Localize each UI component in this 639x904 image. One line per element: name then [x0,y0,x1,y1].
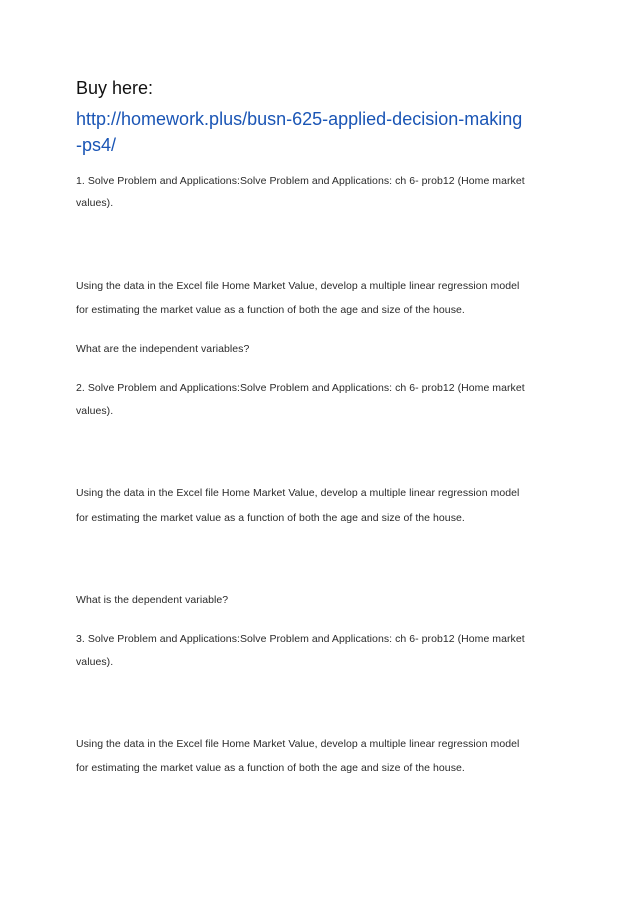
question-3-body: Using the data in the Excel file Home Market Value, develop a multiple linear regression model [76,738,520,750]
question-1-title-cont: values). [76,197,114,209]
question-2-title-cont: values). [76,405,114,417]
product-link-line-2[interactable]: -ps4/ [76,135,117,155]
question-3-title: 3. Solve Problem and Applications:Solve Problem and Applications: ch 6- prob12 (Home market [76,633,525,645]
question-2-prompt: What is the dependent variable? [76,594,229,606]
question-2-body-cont: for estimating the market value as a function of both the age and size of the house. [76,512,465,524]
question-1-prompt: What are the independent variables? [76,343,250,355]
question-3-body-cont: for estimating the market value as a function of both the age and size of the house. [76,762,465,774]
question-3-title-cont: values). [76,656,114,668]
question-1-body: Using the data in the Excel file Home Market Value, develop a multiple linear regression model [76,280,520,292]
question-2-title: 2. Solve Problem and Applications:Solve Problem and Applications: ch 6- prob12 (Home market [76,382,525,394]
buy-here-label: Buy here: [76,78,154,98]
question-2-body: Using the data in the Excel file Home Market Value, develop a multiple linear regression model [76,487,520,499]
product-link-line-1[interactable]: http://homework.plus/busn-625-applied-decision-making [76,109,523,129]
question-1-title: 1. Solve Problem and Applications:Solve Problem and Applications: ch 6- prob12 (Home market [76,175,525,187]
question-1-body-cont: for estimating the market value as a function of both the age and size of the house. [76,304,465,316]
